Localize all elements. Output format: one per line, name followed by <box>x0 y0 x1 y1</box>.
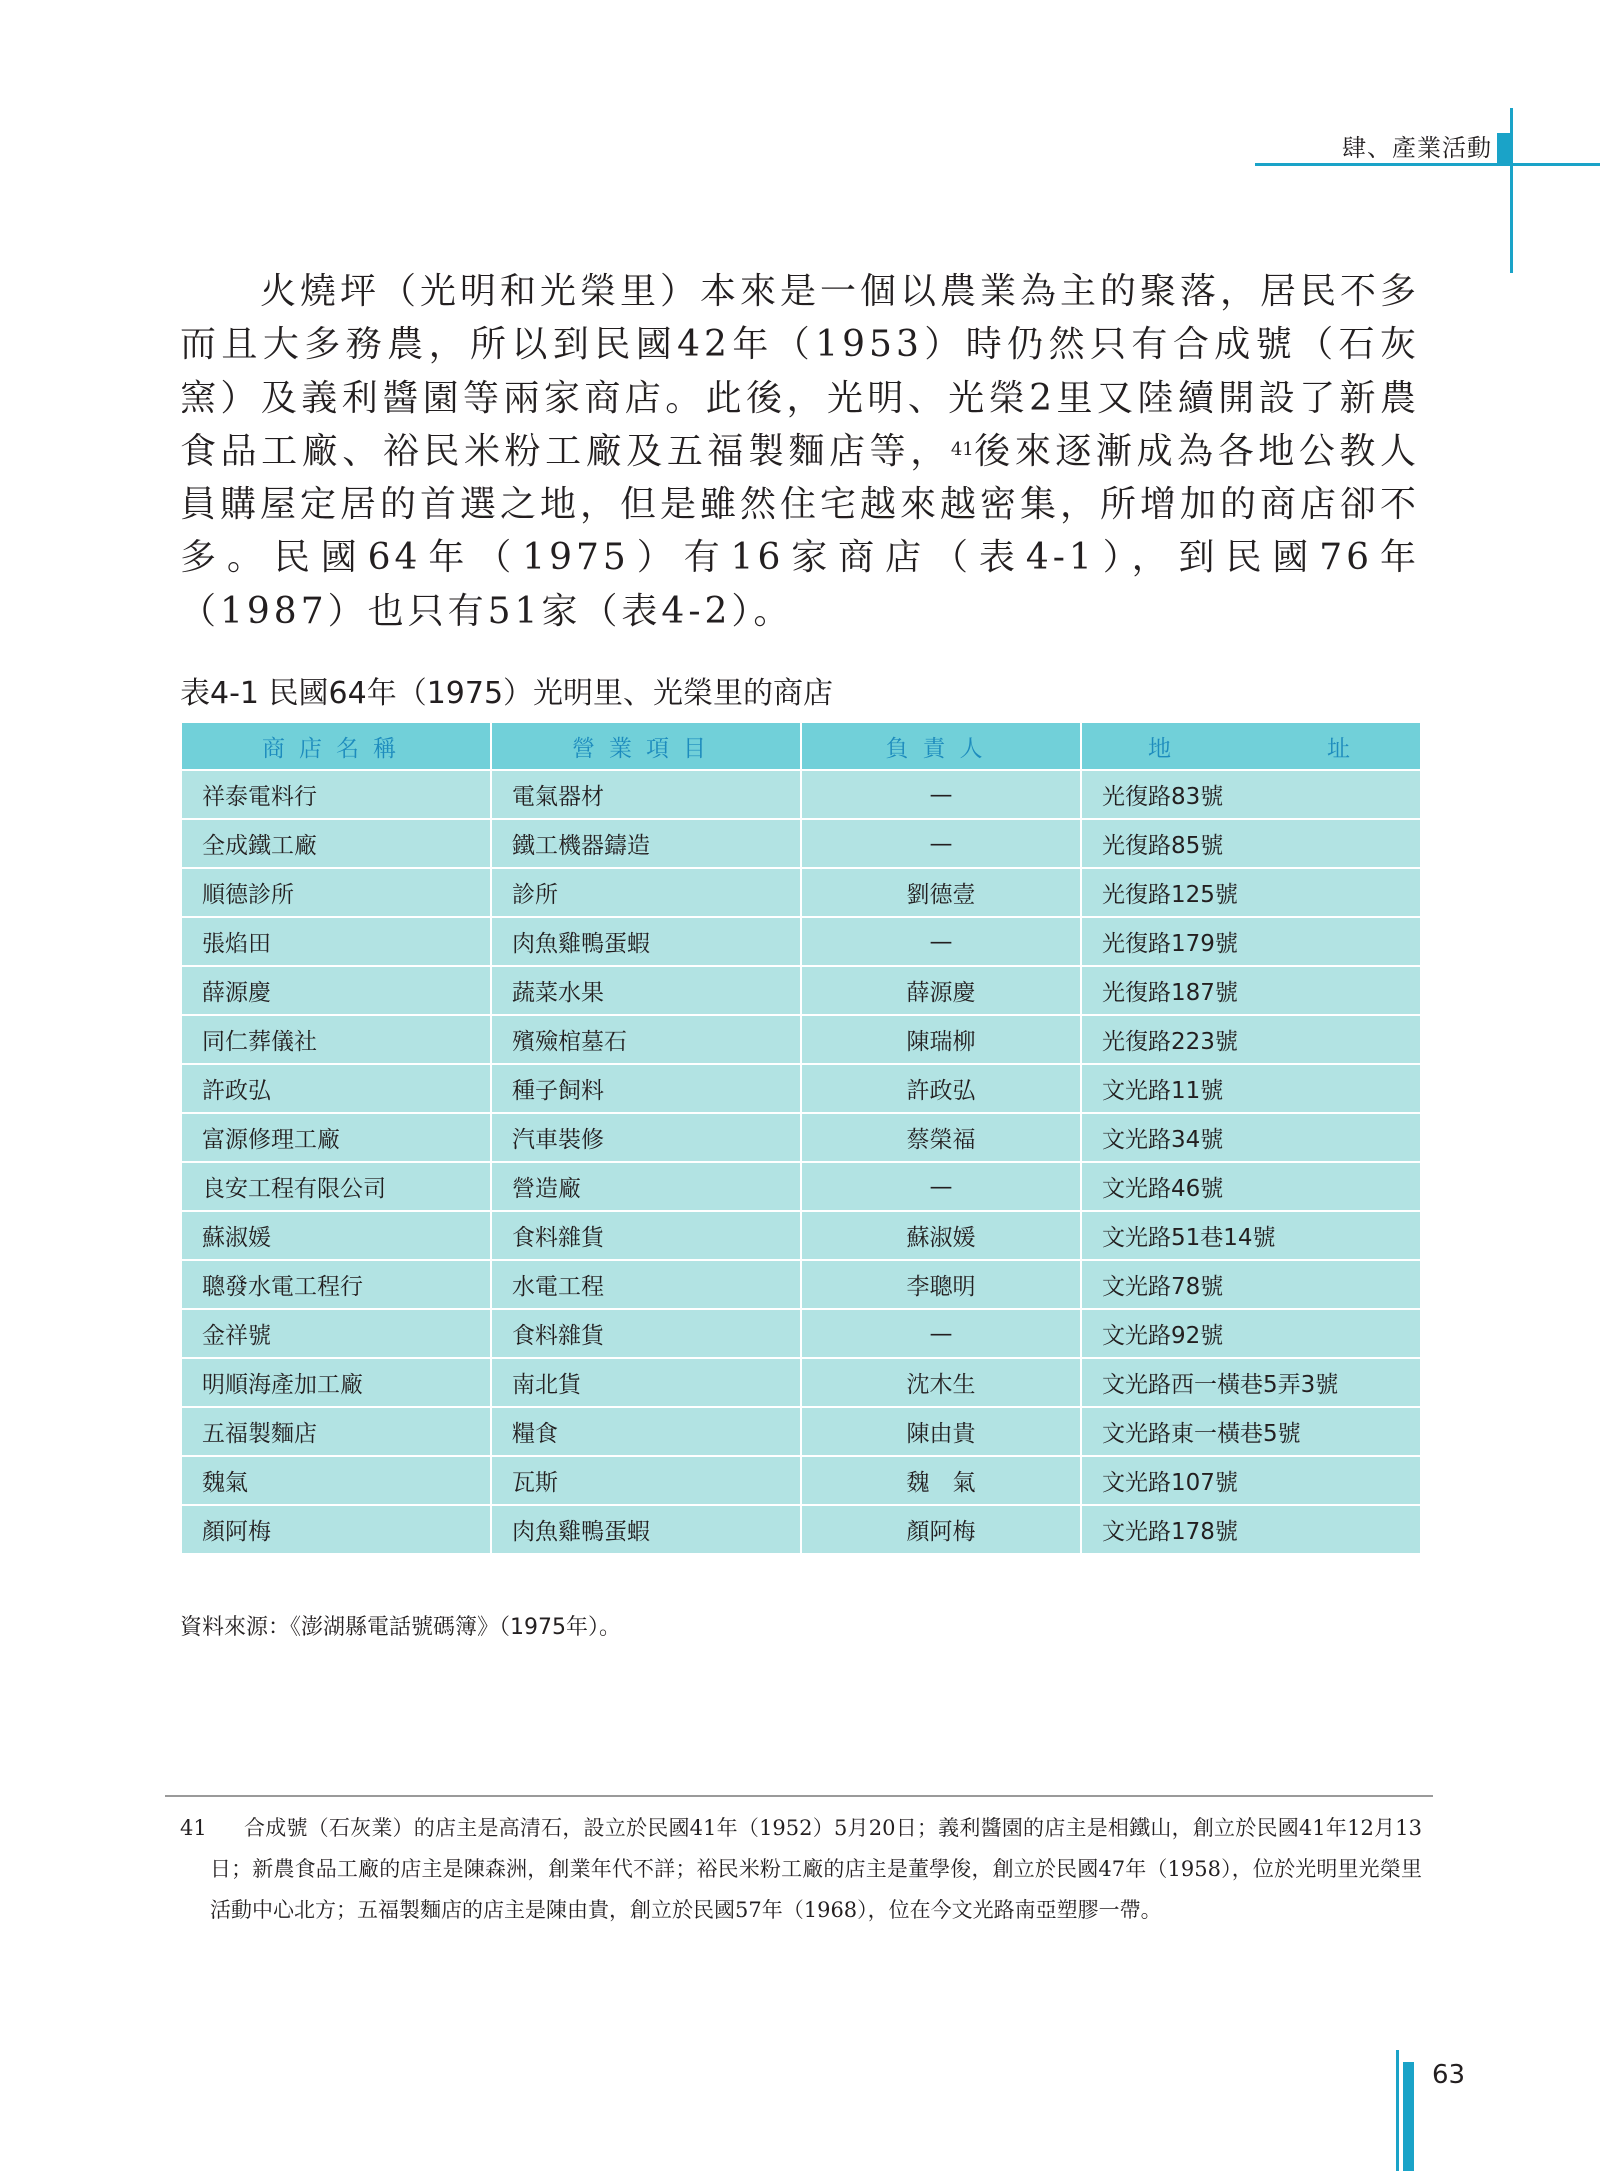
cell-address: 文光路78號 <box>1081 1260 1421 1309</box>
cell-business-item: 食料雜貨 <box>491 1309 801 1358</box>
table-row <box>181 1064 1421 1113</box>
page-number-rule <box>1396 2050 1399 2171</box>
shops-table <box>180 721 1422 1555</box>
column-header-name: 商店名稱 <box>181 722 491 770</box>
cell-business-item: 瓦斯 <box>491 1456 801 1505</box>
cell-owner: — <box>801 1309 1081 1358</box>
cell-owner: 李聰明 <box>801 1260 1081 1309</box>
cell-business-item: 肉魚雞鴨蛋蝦 <box>491 1505 801 1554</box>
header-accent-block <box>1497 133 1510 163</box>
paragraph-text-continued: 後來逐漸成為各地公教人員購屋定居的首選之地，但是雖然住宅越來越密集，所增加的商店卻不多。民國64年（1975）有16家商店（表4-1），到民國76年（1987）也只有51家（表4-2）。 <box>180 430 1421 632</box>
cell-shop-name: 蘇淑媛 <box>181 1211 491 1260</box>
table-source-note: 資料來源：《澎湖縣電話號碼簿》（1975年）。 <box>180 1615 621 1640</box>
table-header-row <box>181 722 1421 770</box>
cell-shop-name: 五福製麵店 <box>181 1407 491 1456</box>
footnote-divider <box>165 1795 1433 1797</box>
cell-shop-name: 全成鐵工廠 <box>181 819 491 868</box>
cell-business-item: 食料雜貨 <box>491 1211 801 1260</box>
header-vertical-rule <box>1510 108 1513 273</box>
column-header-address <box>1081 722 1421 770</box>
cell-shop-name: 良安工程有限公司 <box>181 1162 491 1211</box>
cell-business-item: 殯殮棺墓石 <box>491 1015 801 1064</box>
table-row <box>181 1113 1421 1162</box>
table-row <box>181 966 1421 1015</box>
body-paragraph <box>180 265 1420 638</box>
table-caption: 表4-1 民國64年（1975）光明里、光榮里的商店 <box>180 676 834 711</box>
cell-business-item: 蔬菜水果 <box>491 966 801 1015</box>
cell-address: 文光路107號 <box>1081 1456 1421 1505</box>
header-horizontal-rule <box>1255 163 1600 166</box>
cell-address: 光復路223號 <box>1081 1015 1421 1064</box>
cell-owner: 沈木生 <box>801 1358 1081 1407</box>
table-row <box>181 1407 1421 1456</box>
cell-owner: 蔡榮福 <box>801 1113 1081 1162</box>
cell-shop-name: 許政弘 <box>181 1064 491 1113</box>
table-row <box>181 1211 1421 1260</box>
table-row <box>181 868 1421 917</box>
cell-owner: 許政弘 <box>801 1064 1081 1113</box>
table-row <box>181 819 1421 868</box>
table-row <box>181 1015 1421 1064</box>
cell-address: 文光路178號 <box>1081 1505 1421 1554</box>
table-row <box>181 917 1421 966</box>
page-number-accent-block <box>1403 2062 1414 2171</box>
table-row <box>181 1358 1421 1407</box>
footnote <box>180 1808 1422 1931</box>
footnote-text: 合成號（石灰業）的店主是高清石，設立於民國41年（1952）5月20日；義利醬園的店主是相鐵山，創立於民國41年12月13日；新農食品工廠的店主是陳森洲，創業年代不詳；裕民米粉工廠的店主是董學俊，創立於民國47年（1958），位於光明里光榮里活動中心北方；五福製麵店的店主是陳由貴，創立於民國57年（1968），位在今文光路南亞塑膠一帶。 <box>210 1816 1422 1922</box>
footnote-reference[interactable]: 41 <box>950 438 974 460</box>
cell-business-item: 種子飼料 <box>491 1064 801 1113</box>
paragraph-text: 火燒坪（光明和光榮里）本來是一個以農業為主的聚落，居民不多而且大多務農，所以到民國42年（1953）時仍然只有合成號（石灰窯）及義利醬園等兩家商店。此後，光明、光榮2里又陸續開設了新農食品工廠、裕民米粉工廠及五福製麵店等， <box>180 271 1421 472</box>
cell-shop-name: 富源修理工廠 <box>181 1113 491 1162</box>
cell-owner: 陳由貴 <box>801 1407 1081 1456</box>
cell-address: 文光路東一橫巷5號 <box>1081 1407 1421 1456</box>
cell-shop-name: 薛源慶 <box>181 966 491 1015</box>
cell-owner: 蘇淑媛 <box>801 1211 1081 1260</box>
cell-shop-name: 明順海產加工廠 <box>181 1358 491 1407</box>
table-row <box>181 770 1421 819</box>
cell-owner: — <box>801 770 1081 819</box>
table-row <box>181 1456 1421 1505</box>
cell-shop-name: 同仁葬儀社 <box>181 1015 491 1064</box>
table-row <box>181 1162 1421 1211</box>
cell-address: 光復路125號 <box>1081 868 1421 917</box>
table-row <box>181 1309 1421 1358</box>
cell-shop-name: 金祥號 <box>181 1309 491 1358</box>
cell-business-item: 診所 <box>491 868 801 917</box>
cell-address: 文光路46號 <box>1081 1162 1421 1211</box>
cell-owner: 顏阿梅 <box>801 1505 1081 1554</box>
cell-address: 光復路85號 <box>1081 819 1421 868</box>
column-header-address-b: 址 <box>1327 735 1350 762</box>
cell-address: 文光路西一橫巷5弄3號 <box>1081 1358 1421 1407</box>
column-header-owner: 負責人 <box>801 722 1081 770</box>
cell-owner: — <box>801 819 1081 868</box>
table-row <box>181 1260 1421 1309</box>
cell-business-item: 肉魚雞鴨蛋蝦 <box>491 917 801 966</box>
cell-business-item: 南北貨 <box>491 1358 801 1407</box>
page-number: 63 <box>1432 2060 1466 2090</box>
cell-address: 光復路179號 <box>1081 917 1421 966</box>
cell-owner: 劉德壹 <box>801 868 1081 917</box>
cell-owner: 魏 氣 <box>801 1456 1081 1505</box>
cell-business-item: 鐵工機器鑄造 <box>491 819 801 868</box>
cell-shop-name: 張焰田 <box>181 917 491 966</box>
cell-owner: — <box>801 917 1081 966</box>
cell-address: 光復路187號 <box>1081 966 1421 1015</box>
cell-owner: 陳瑞柳 <box>801 1015 1081 1064</box>
table-row <box>181 1505 1421 1554</box>
cell-business-item: 糧食 <box>491 1407 801 1456</box>
cell-address: 文光路51巷14號 <box>1081 1211 1421 1260</box>
cell-shop-name: 聰發水電工程行 <box>181 1260 491 1309</box>
cell-business-item: 營造廠 <box>491 1162 801 1211</box>
column-header-address-a: 地 <box>1148 735 1171 762</box>
footnote-number: 41 <box>180 1816 207 1840</box>
chapter-title: 肆、產業活動 <box>1342 134 1492 162</box>
cell-address: 光復路83號 <box>1081 770 1421 819</box>
cell-business-item: 汽車裝修 <box>491 1113 801 1162</box>
column-header-item: 營業項目 <box>491 722 801 770</box>
cell-shop-name: 顏阿梅 <box>181 1505 491 1554</box>
cell-owner: — <box>801 1162 1081 1211</box>
cell-shop-name: 順德診所 <box>181 868 491 917</box>
cell-address: 文光路34號 <box>1081 1113 1421 1162</box>
cell-address: 文光路11號 <box>1081 1064 1421 1113</box>
cell-business-item: 電氣器材 <box>491 770 801 819</box>
cell-address: 文光路92號 <box>1081 1309 1421 1358</box>
cell-shop-name: 祥泰電料行 <box>181 770 491 819</box>
cell-owner: 薛源慶 <box>801 966 1081 1015</box>
cell-business-item: 水電工程 <box>491 1260 801 1309</box>
cell-shop-name: 魏氣 <box>181 1456 491 1505</box>
